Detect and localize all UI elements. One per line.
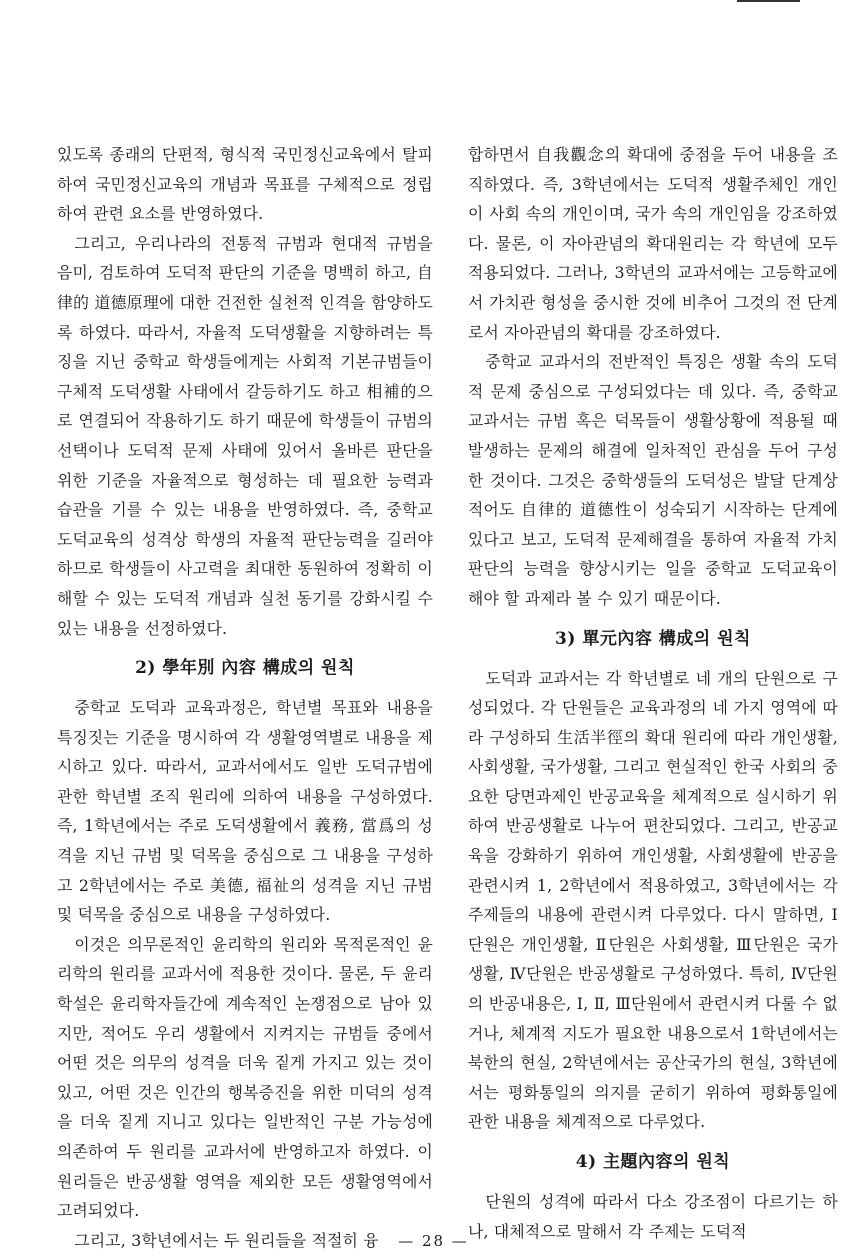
right-column (468, 140, 838, 1246)
paragraph: 이것은 의무론적인 윤리학의 원리와 목적론적인 윤리학의 원리를 교과서에 적용한 것이다. 물론, 두 윤리학설은 윤리학자들간에 계속적인 논쟁점으로 남아 있지만, 적어도 우리 생활에서 지켜지는 규범들 중에서 어떤 것은 의무의 성격을 더욱 짙게 가지고 있는 것이 있고, 어떤 것은 인간의 행복증진을 위한 미덕의 성격을 더욱 짙게 지니고 있다는 일반적인 구분 가능성에 의존하여 두 원리를 교과서에 반영하고자 하였다. 이 원리들은 반공생활 영역을 제외한 모든 생활영역에서 고려되었다. (57, 934, 433, 1221)
top-rule (737, 0, 800, 2)
section-heading-3: 3) 單元內容 構成의 원칙 (555, 628, 751, 649)
section-heading-2: 2) 學年別 內容 構成의 원칙 (135, 658, 355, 679)
paragraph: 단원의 성격에 따라서 다소 강조점이 다르기는 하나, 대체적으로 말해서 각 주제는 도덕적 (468, 1192, 838, 1241)
left-column (57, 140, 433, 1255)
paragraph: 있도록 종래의 단편적, 형식적 국민정신교육에서 탈피하여 국민정신교육의 개념과 목표를 구체적으로 정립하여 관련 요소를 반영하였다. (57, 145, 433, 224)
paragraph: 그리고, 우리나라의 전통적 규범과 현대적 규범을 음미, 검토하여 도덕적 판단의 기준을 명백히 하고, 自律的 道德原理에 대한 건전한 실천적 인격을 함양하도록 하였다. 따라서, 자율적 도덕생활을 지향하려는 특징을 지닌 중학교 학생들에게는 사회적 기본규범들이 구체적 도덕생활 사태에서 갈등하기도 하고 相補的으로 연결되어 작용하기도 하기 때문에 학생들이 규범의 선택이나 도덕적 문제 사태에 있어서 올바른 판단을 위한 기준을 자율적으로 형성하는 데 필요한 능력과 습관을 기를 수 있는 내용을 반영하였다. 즉, 중학교 도덕교육의 성격상 학생의 자율적 판단능력을 길러야 하므로 학생들이 사고력을 최대한 동원하여 정확히 이해할 수 있는 도덕적 개념과 실천 동기를 강화시킬 수 있는 내용을 선정하였다. (57, 233, 433, 638)
paragraph: 그리고, 3학년에서는 두 원리들을 적절히 융 (74, 1230, 379, 1250)
paragraph: 도덕과 교과서는 각 학년별로 네 개의 단원으로 구성되었다. 각 단원들은 교육과정의 네 가지 영역에 따라 구성하되 生活半徑의 확대 원리에 따라 개인생활, 사회생활, 국가생활, 그리고 현실적인 한국 사회의 중요한 당면과제인 반공교육을 체계적으로 실시하기 위하여 반공생활로 나누어 편찬되었다. 그리고, 반공교육을 강화하기 위하여 개인생활, 사회생활에 반공을 관련시켜 1, 2학년에서 적용하였고, 3학년에서는 각 주제들의 내용에 관련시켜 다루었다. 다시 말하면, Ⅰ단원은 개인생활, Ⅱ단원은 사회생활, Ⅲ단원은 국가생활, Ⅳ단원은 반공생활로 구성하였다. 특히, Ⅳ단원의 반공내용은, Ⅰ, Ⅱ, Ⅲ단원에서 관련시켜 다룰 수 없거나, 체계적 지도가 필요한 내용으로서 1학년에서는 북한의 현실, 2학년에서는 공산국가의 현실, 3학년에서는 평화통일의 의지를 굳히기 위하여 평화통일에 관한 내용을 체계적으로 다루었다. (468, 668, 838, 1132)
page-number: — 28 — (398, 1232, 469, 1250)
paragraph: 중학교 교과서의 전반적인 특징은 생활 속의 도덕적 문제 중심으로 구성되었다는 데 있다. 즉, 중학교 교과서는 규범 혹은 덕목들이 생활상황에 적용될 때 발생하는 문제의 해결에 일차적인 관심을 두어 구성한 것이다. 그것은 중학생들의 도덕성은 발달 단계상 적어도 自律的 道德性이 성숙되기 시작하는 단계에 있다고 보고, 도덕적 문제해결을 통하여 자율적 가치판단의 능력을 향상시키는 일을 중학교 도덕교육이 해야 할 과제라 볼 수 있기 때문이다. (468, 352, 838, 608)
paragraph: 중학교 도덕과 교육과정은, 학년별 목표와 내용을 특징짓는 기준을 명시하여 각 생활영역별로 내용을 제시하고 있다. 따라서, 교과서에서도 일반 도덕규범에 관한 학년별 조직 원리에 의하여 내용을 구성하였다. 즉, 1학년에서는 주로 도덕생활에서 義務, 當爲의 성격을 지닌 규범 및 덕목을 중심으로 그 내용을 구성하고 2학년에서는 주로 美德, 福祉의 성격을 지닌 규범 및 덕목을 중심으로 내용을 구성하였다. (57, 698, 433, 925)
section-heading-4: 4) 主題內容의 원칙 (575, 1152, 731, 1172)
paragraph: 합하면서 自我觀念의 확대에 중점을 두어 내용을 조직하였다. 즉, 3학년에서는 도덕적 생활주체인 개인이 사회 속의 개인이며, 국가 속의 개인임을 강조하였다. 물론, 이 자아관념의 확대원리는 각 학년에 모두 적용되었다. 그러나, 3학년의 교과서에는 고등학교에서 가치관 형성을 중시한 것에 비추어 그것의 전 단계로서 자아관념의 확대를 강조하였다. (468, 145, 838, 342)
